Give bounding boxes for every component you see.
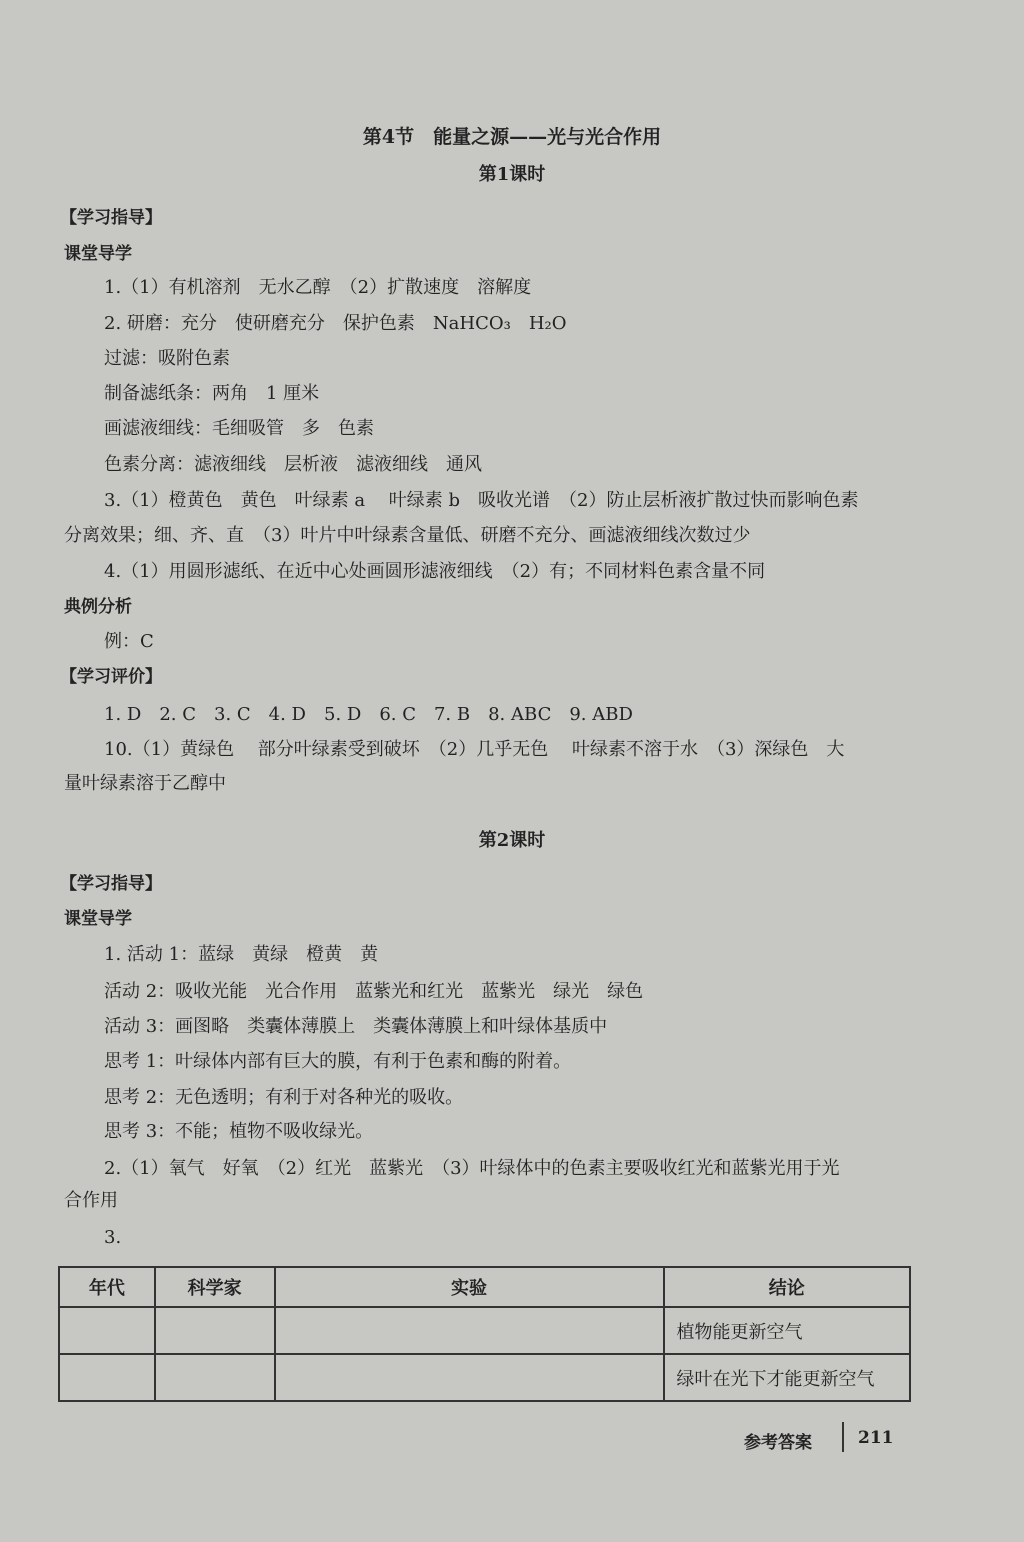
lesson1-class-heading: 课堂导学 [64,244,132,264]
lesson2-guide-heading: 【学习指导】 [60,874,162,894]
page-number: 211 [858,1428,894,1448]
table-header: 科学家 [155,1267,275,1307]
lesson1-line: 过滤：吸附色素 [104,348,230,369]
table-cell: 植物能更新空气 [664,1307,910,1354]
lesson2-line: 活动 2：吸收光能 光合作用 蓝紫光和红光 蓝紫光 绿光 绿色 [104,981,644,1002]
lesson1-guide-heading: 【学习指导】 [60,208,162,228]
lesson1-eval-line: 量叶绿素溶于乙醇中 [64,773,226,794]
lesson1-example-heading: 典例分析 [64,597,132,617]
table-cell [275,1354,664,1401]
table-cell: 绿叶在光下才能更新空气 [664,1354,910,1401]
lesson2-line: 3. [104,1227,122,1248]
lesson1-line: 2. 研磨：充分 使研磨充分 保护色素 NaHCO₃ H₂O [104,313,567,334]
table-cell [155,1354,275,1401]
lesson1-eval-heading: 【学习评价】 [60,667,162,687]
lesson2-line: 活动 3：画图略 类囊体薄膜上 类囊体薄膜上和叶绿体基质中 [104,1016,608,1037]
lesson1-title: 第1课时 [478,164,546,185]
lesson2-line: 思考 1：叶绿体内部有巨大的膜，有利于色素和酶的附着。 [104,1051,572,1072]
lesson2-line: 2.（1）氧气 好氧 （2）红光 蓝紫光 （3）叶绿体中的色素主要吸收红光和蓝紫光用于光 [104,1158,840,1179]
lesson1-line: 3.（1）橙黄色 黄色 叶绿素 a 叶绿素 b 吸收光谱 （2）防止层析液扩散过快而影响色素 [104,490,859,511]
lesson2-title: 第2课时 [478,830,546,851]
table-cell [59,1307,155,1354]
lesson1-line: 分离效果；细、齐、直 （3）叶片中叶绿素含量低、研磨不充分、画滤液细线次数过少 [64,525,751,546]
lesson1-line: 4.（1）用圆形滤纸、在近中心处画圆形滤液细线 （2）有；不同材料色素含量不同 [104,561,766,582]
footer-divider [842,1422,844,1452]
lesson1-eval-line: 1. D 2. C 3. C 4. D 5. D 6. C 7. B 8. ABC 9. ABD [104,704,633,725]
table-row [59,1307,910,1354]
table-header-row [59,1267,910,1307]
lesson2-line: 思考 3：不能；植物不吸收绿光。 [104,1121,374,1142]
lesson1-line: 1.（1）有机溶剂 无水乙醇 （2）扩散速度 溶解度 [104,277,532,298]
scientist-table [58,1266,911,1402]
table-cell [155,1307,275,1354]
section-title: 第4节 能量之源——光与光合作用 [362,126,662,148]
lesson2-line: 思考 2：无色透明；有利于对各种光的吸收。 [104,1087,464,1108]
table-cell [275,1307,664,1354]
lesson1-example-answer: 例：C [104,631,154,652]
lesson2-line: 合作用 [64,1190,118,1211]
table-header: 年代 [59,1267,155,1307]
lesson2-class-heading: 课堂导学 [64,909,132,929]
lesson1-eval-line: 10.（1）黄绿色 部分叶绿素受到破坏 （2）几乎无色 叶绿素不溶于水 （3）深绿色 大 [104,739,845,760]
lesson2-line: 1. 活动 1：蓝绿 黄绿 橙黄 黄 [104,944,379,965]
table-header: 结论 [664,1267,910,1307]
lesson1-line: 画滤液细线：毛细吸管 多 色素 [104,418,374,439]
footer-label: 参考答案 [744,1433,812,1453]
lesson1-line: 色素分离：滤液细线 层析液 滤液细线 通风 [104,454,482,475]
lesson1-line: 制备滤纸条：两角 1 厘米 [104,383,320,404]
table-header: 实验 [275,1267,664,1307]
table-row [59,1354,910,1401]
table-cell [59,1354,155,1401]
